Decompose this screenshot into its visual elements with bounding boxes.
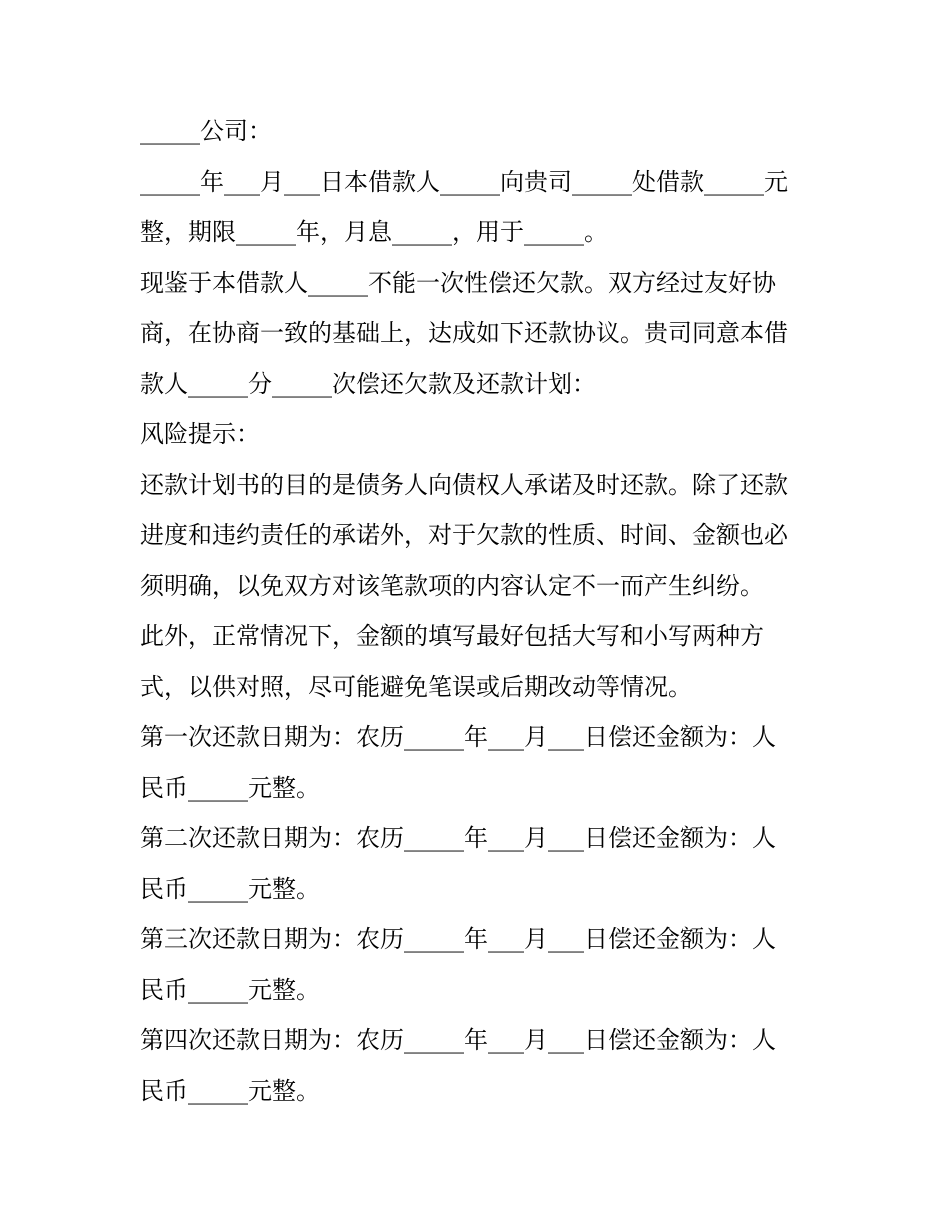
loan-details-line-1: _____年___月___日本借款人_____向贵司_____处借款_____元 [140, 167, 788, 196]
salutation-line: _____公司： [140, 117, 272, 145]
risk-notice-heading: 风险提示： [140, 420, 260, 448]
agreement-line-2: 商，在协商一致的基础上，达成如下还款协议。贵司同意本借 [140, 319, 788, 347]
agreement-line-1: 现鉴于本借款人_____不能一次性偿还欠款。双方经过友好协 [140, 268, 776, 297]
repayment-2-line-2: 民币_____元整。 [140, 874, 320, 903]
risk-notice-line-3: 须明确，以免双方对该笔款项的内容认定不一而产生纠纷。 [140, 571, 764, 600]
repayment-4-line-1: 第四次还款日期为：农历_____年___月___日偿还金额为：人 [140, 1026, 776, 1054]
risk-notice-line-5: 式，以供对照，尽可能避免笔误或后期改动等情况。 [140, 672, 692, 701]
risk-notice-line-2: 进度和违约责任的承诺外，对于欠款的性质、时间、金额也必 [140, 521, 788, 549]
document-body [140, 106, 820, 1116]
repayment-3-line-2: 民币_____元整。 [140, 975, 320, 1004]
agreement-line-3: 款人_____分_____次偿还欠款及还款计划： [140, 369, 596, 398]
repayment-2-line-1: 第二次还款日期为：农历_____年___月___日偿还金额为：人 [140, 824, 776, 852]
loan-details-line-2: 整，期限_____年，月息_____，用于_____。 [140, 218, 608, 246]
repayment-3-line-1: 第三次还款日期为：农历_____年___月___日偿还金额为：人 [140, 925, 776, 953]
repayment-1-line-2: 民币_____元整。 [140, 773, 320, 802]
risk-notice-line-4: 此外，正常情况下，金额的填写最好包括大写和小写两种方 [140, 622, 764, 650]
repayment-1-line-1: 第一次还款日期为：农历_____年___月___日偿还金额为：人 [140, 723, 776, 751]
repayment-4-line-2: 民币_____元整。 [140, 1076, 320, 1105]
risk-notice-line-1: 还款计划书的目的是债务人向债权人承诺及时还款。除了还款 [140, 470, 788, 499]
